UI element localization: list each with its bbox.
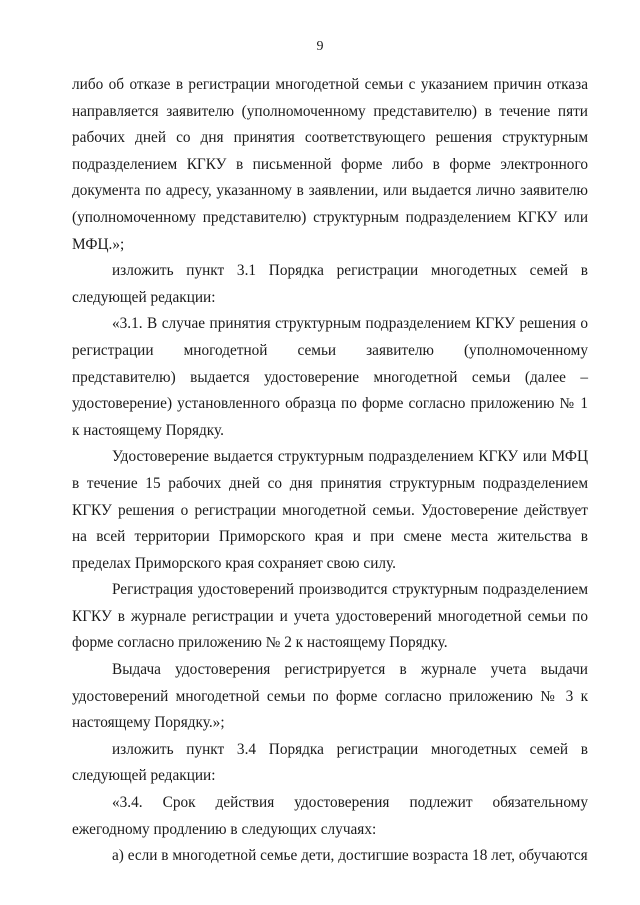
paragraph-1: либо об отказе в регистрации многодетной семьи с указанием причин отказа направляется заявителю (уполномоченному представителю) в течение пяти рабочих дней со дня принятия соответствующего решения структурным подразделением КГКУ в письменной форме либо в форме электронного документа по адресу, указанному в заявлении, или выдается лично заявителю (уполномоченному представителю) структурным подразделением КГКУ или МФЦ.»;	[72, 76, 588, 253]
paragraph-2: изложить пункт 3.1 Порядка регистрации многодетных семей в следующей редакции:	[72, 262, 588, 306]
document-body	[72, 72, 588, 870]
paragraph-5: Регистрация удостоверений производится структурным подразделением КГКУ в журнале регистрации и учета удостоверений многодетной семьи по форме согласно приложению № 2 к настоящему Порядку.	[72, 581, 588, 652]
paragraph-4: Удостоверение выдается структурным подразделением КГКУ или МФЦ в течение 15 рабочих дней со дня принятия структурным подразделением КГКУ решения о регистрации многодетной семьи. Удостоверение действует на всей территории Приморского края и при смене места жительства в пределах Приморского края сохраняет свою силу.	[72, 448, 588, 572]
paragraph-9: а) если в многодетной семье дети, достигшие возраста 18 лет, обучаются	[112, 847, 588, 865]
page-number: 9	[316, 39, 324, 54]
paragraph-3: «3.1. В случае принятия структурным подразделением КГКУ решения о регистрации многодетной семьи заявителю (уполномоченному представителю) выдается удостоверение многодетной семьи (далее – удостоверение) установленного образца по форме согласно приложению № 1 к настоящему Порядку.	[72, 315, 588, 439]
paragraph-8: «3.4. Срок действия удостоверения подлежит обязательному ежегодному продлению в следующих случаях:	[72, 794, 588, 838]
paragraph-7: изложить пункт 3.4 Порядка регистрации многодетных семей в следующей редакции:	[72, 740, 588, 785]
paragraph-6: Выдача удостоверения регистрируется в журнале учета выдачи удостоверений многодетной семьи по форме согласно приложению № 3 к настоящему Порядку.»;	[72, 661, 588, 732]
